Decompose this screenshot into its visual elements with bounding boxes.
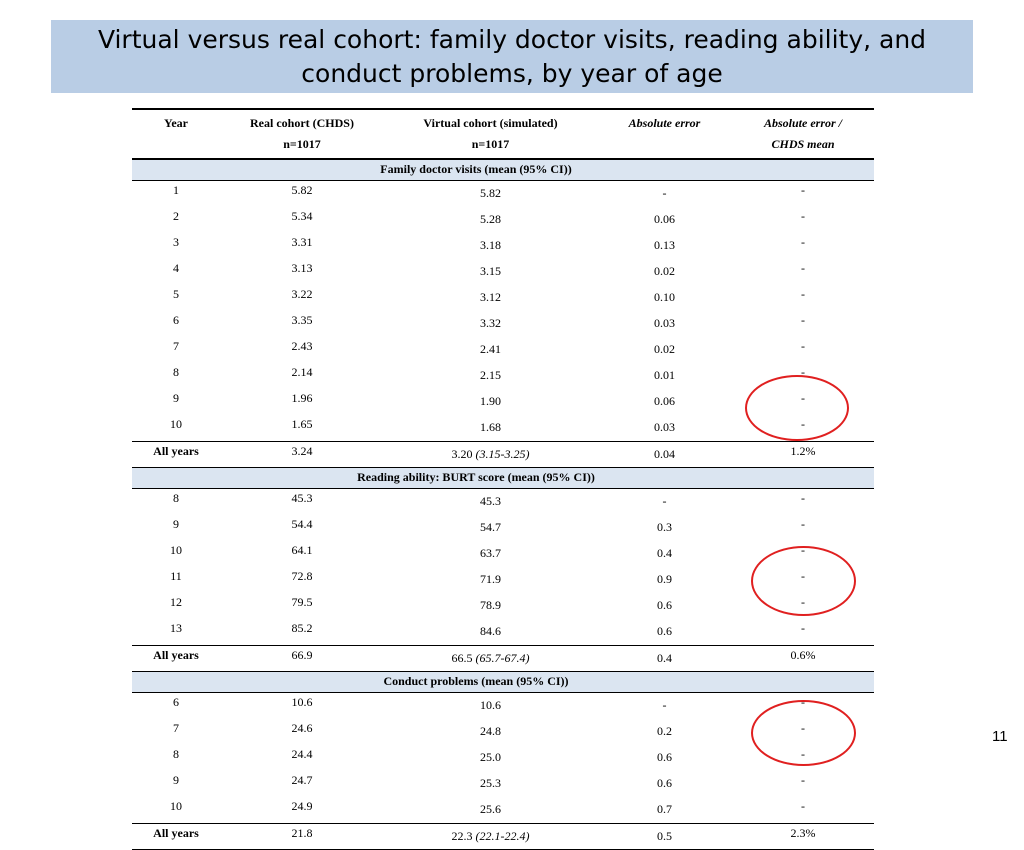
absolute-error-cell: 0.02 bbox=[654, 342, 675, 356]
real-cohort-cell: 3.22 bbox=[291, 287, 313, 301]
slide-number: 11 bbox=[992, 728, 1008, 745]
relative-error-cell: - bbox=[801, 209, 805, 223]
year-cell: 2 bbox=[173, 209, 179, 223]
table-row bbox=[132, 259, 874, 285]
year-cell: 10 bbox=[170, 417, 182, 431]
real-cohort-cell: 1.65 bbox=[291, 417, 313, 431]
relative-error-cell: - bbox=[801, 261, 805, 275]
header-virtual-cohort: Virtual cohort (simulated) n=1017 bbox=[384, 109, 597, 159]
table-row bbox=[132, 311, 874, 337]
year-cell: 7 bbox=[173, 339, 179, 353]
virtual-cohort-cell: 3.18 bbox=[480, 238, 501, 252]
real-cohort-cell: 54.4 bbox=[291, 517, 313, 531]
section-spacer bbox=[732, 159, 874, 181]
virtual-cohort-cell: 78.9 bbox=[480, 598, 501, 612]
virtual-cohort-cell: 45.3 bbox=[480, 494, 501, 508]
virtual-cohort-cell: 3.15 bbox=[480, 264, 501, 278]
real-cohort-cell: 45.3 bbox=[291, 491, 313, 505]
year-cell: 3 bbox=[173, 235, 179, 249]
section-title: Reading ability: BURT score (mean (95% CI)) bbox=[220, 468, 732, 489]
virtual-cohort-cell: 5.28 bbox=[480, 212, 501, 226]
real-cohort-cell: 3.31 bbox=[291, 235, 313, 249]
table-row bbox=[132, 515, 874, 541]
relative-error-cell: - bbox=[801, 417, 805, 431]
virtual-cohort-cell: 54.7 bbox=[480, 520, 501, 534]
relative-error-cell: - bbox=[801, 517, 805, 531]
absolute-error-cell: 0.6 bbox=[657, 624, 672, 638]
header-absolute-error: Absolute error bbox=[597, 109, 732, 159]
virtual-cohort-cell: 10.6 bbox=[480, 698, 501, 712]
section-spacer bbox=[132, 468, 220, 489]
year-cell: 8 bbox=[173, 365, 179, 379]
virtual-cohort-cell: 5.82 bbox=[480, 186, 501, 200]
table-row bbox=[132, 337, 874, 363]
absolute-error-cell: - bbox=[662, 186, 667, 200]
table-header-row bbox=[132, 109, 874, 159]
highlight-circle-reading bbox=[751, 546, 856, 616]
relative-error-cell: - bbox=[801, 491, 805, 505]
absolute-error-cell: 0.4 bbox=[597, 646, 732, 672]
absolute-error-cell: 0.01 bbox=[654, 368, 675, 382]
relative-error-cell: - bbox=[801, 183, 805, 197]
virtual-mean: 3.20 bbox=[451, 447, 473, 461]
real-cohort-cell: 3.13 bbox=[291, 261, 313, 275]
relative-error-cell: - bbox=[801, 391, 805, 405]
absolute-error-cell: - bbox=[662, 698, 667, 712]
confidence-interval: (3.15-3.25) bbox=[475, 447, 530, 461]
confidence-interval: (65.7-67.4) bbox=[475, 651, 530, 665]
virtual-cohort-cell bbox=[384, 646, 597, 672]
relative-error-cell: - bbox=[801, 595, 805, 609]
real-cohort-cell: 5.82 bbox=[291, 183, 313, 197]
absolute-error-cell: 0.10 bbox=[654, 290, 675, 304]
year-cell: 5 bbox=[173, 287, 179, 301]
virtual-cohort-cell: 25.6 bbox=[480, 802, 501, 816]
absolute-error-cell: 0.7 bbox=[657, 802, 672, 816]
absolute-error-cell: 0.4 bbox=[657, 546, 672, 560]
real-cohort-cell: 79.5 bbox=[291, 595, 313, 609]
absolute-error-cell: 0.5 bbox=[597, 824, 732, 850]
real-cohort-cell: 66.9 bbox=[220, 646, 384, 672]
section-spacer bbox=[732, 468, 874, 489]
year-cell: 6 bbox=[173, 695, 179, 709]
year-cell: 4 bbox=[173, 261, 179, 275]
section-spacer bbox=[132, 159, 220, 181]
absolute-error-cell: 0.6 bbox=[657, 750, 672, 764]
all-years-label: All years bbox=[132, 442, 220, 468]
relative-error-cell: - bbox=[801, 543, 805, 557]
virtual-cohort-cell: 3.32 bbox=[480, 316, 501, 330]
highlight-circle-family-doctor bbox=[745, 375, 849, 441]
relative-error-cell: - bbox=[801, 235, 805, 249]
table-row bbox=[132, 489, 874, 516]
year-cell: 12 bbox=[170, 595, 182, 609]
absolute-error-cell: 0.2 bbox=[657, 724, 672, 738]
year-cell: 9 bbox=[173, 391, 179, 405]
relative-error-cell: - bbox=[801, 287, 805, 301]
real-cohort-cell: 24.7 bbox=[291, 773, 313, 787]
all-years-label: All years bbox=[132, 824, 220, 850]
virtual-cohort-cell: 24.8 bbox=[480, 724, 501, 738]
real-cohort-cell: 24.6 bbox=[291, 721, 313, 735]
section-spacer bbox=[132, 672, 220, 693]
real-cohort-cell: 2.14 bbox=[291, 365, 313, 379]
relative-error-cell: 2.3% bbox=[732, 824, 874, 850]
section-header-row bbox=[132, 159, 874, 181]
highlight-circle-conduct bbox=[751, 700, 856, 766]
year-cell: 8 bbox=[173, 747, 179, 761]
relative-error-cell: - bbox=[801, 621, 805, 635]
virtual-cohort-cell: 1.90 bbox=[480, 394, 501, 408]
real-cohort-cell: 72.8 bbox=[291, 569, 313, 583]
virtual-cohort-cell: 1.68 bbox=[480, 420, 501, 434]
year-cell: 1 bbox=[173, 183, 179, 197]
table-row bbox=[132, 285, 874, 311]
real-cohort-cell: 24.4 bbox=[291, 747, 313, 761]
real-cohort-cell: 2.43 bbox=[291, 339, 313, 353]
real-cohort-cell: 64.1 bbox=[291, 543, 313, 557]
section-title: Conduct problems (mean (95% CI)) bbox=[220, 672, 732, 693]
relative-error-cell: - bbox=[801, 365, 805, 379]
real-cohort-cell: 85.2 bbox=[291, 621, 313, 635]
absolute-error-cell: 0.9 bbox=[657, 572, 672, 586]
absolute-error-cell: 0.3 bbox=[657, 520, 672, 534]
table-row bbox=[132, 797, 874, 824]
all-years-label: All years bbox=[132, 646, 220, 672]
virtual-cohort-cell: 2.15 bbox=[480, 368, 501, 382]
virtual-cohort-cell bbox=[384, 442, 597, 468]
virtual-cohort-cell: 63.7 bbox=[480, 546, 501, 560]
absolute-error-cell: 0.13 bbox=[654, 238, 675, 252]
virtual-cohort-cell: 25.0 bbox=[480, 750, 501, 764]
absolute-error-cell: 0.06 bbox=[654, 212, 675, 226]
header-year: Year bbox=[132, 109, 220, 159]
all-years-row bbox=[132, 824, 874, 850]
virtual-cohort-cell: 71.9 bbox=[480, 572, 501, 586]
table-row bbox=[132, 619, 874, 646]
table-row bbox=[132, 233, 874, 259]
absolute-error-cell: 0.6 bbox=[657, 598, 672, 612]
relative-error-cell: - bbox=[801, 339, 805, 353]
virtual-cohort-cell: 3.12 bbox=[480, 290, 501, 304]
virtual-cohort-cell: 25.3 bbox=[480, 776, 501, 790]
year-cell: 11 bbox=[170, 569, 182, 583]
year-cell: 8 bbox=[173, 491, 179, 505]
title-banner bbox=[51, 20, 973, 93]
all-years-row bbox=[132, 646, 874, 672]
absolute-error-cell: 0.02 bbox=[654, 264, 675, 278]
section-header-row bbox=[132, 672, 874, 693]
relative-error-cell: - bbox=[801, 695, 805, 709]
virtual-mean: 66.5 bbox=[451, 651, 473, 665]
relative-error-cell: 1.2% bbox=[732, 442, 874, 468]
header-absolute-error-relative: Absolute error / CHDS mean bbox=[732, 109, 874, 159]
relative-error-cell: - bbox=[801, 799, 805, 813]
year-cell: 9 bbox=[173, 773, 179, 787]
section-header-row bbox=[132, 468, 874, 489]
year-cell: 10 bbox=[170, 543, 182, 557]
section-title: Family doctor visits (mean (95% CI)) bbox=[220, 159, 732, 181]
section-spacer bbox=[732, 672, 874, 693]
relative-error-cell: - bbox=[801, 773, 805, 787]
absolute-error-cell: - bbox=[662, 494, 667, 508]
table-row bbox=[132, 771, 874, 797]
virtual-cohort-cell bbox=[384, 824, 597, 850]
table-row bbox=[132, 181, 874, 208]
absolute-error-cell: 0.03 bbox=[654, 316, 675, 330]
real-cohort-cell: 21.8 bbox=[220, 824, 384, 850]
year-cell: 10 bbox=[170, 799, 182, 813]
absolute-error-cell: 0.04 bbox=[597, 442, 732, 468]
header-real-cohort: Real cohort (CHDS) n=1017 bbox=[220, 109, 384, 159]
slide-title: Virtual versus real cohort: family doctor visits, reading ability, and conduct problems, by year of age bbox=[97, 24, 927, 88]
relative-error-cell: - bbox=[801, 313, 805, 327]
real-cohort-cell: 10.6 bbox=[291, 695, 313, 709]
real-cohort-cell: 1.96 bbox=[291, 391, 313, 405]
year-cell: 7 bbox=[173, 721, 179, 735]
relative-error-cell: - bbox=[801, 569, 805, 583]
real-cohort-cell: 24.9 bbox=[291, 799, 313, 813]
year-cell: 9 bbox=[173, 517, 179, 531]
relative-error-cell: - bbox=[801, 721, 805, 735]
relative-error-cell: 0.6% bbox=[732, 646, 874, 672]
year-cell: 13 bbox=[170, 621, 182, 635]
year-cell: 6 bbox=[173, 313, 179, 327]
relative-error-cell: - bbox=[801, 747, 805, 761]
virtual-mean: 22.3 bbox=[451, 829, 473, 843]
real-cohort-cell: 3.35 bbox=[291, 313, 313, 327]
virtual-cohort-cell: 84.6 bbox=[480, 624, 501, 638]
all-years-row bbox=[132, 442, 874, 468]
real-cohort-cell: 5.34 bbox=[291, 209, 313, 223]
virtual-cohort-cell: 2.41 bbox=[480, 342, 501, 356]
confidence-interval: (22.1-22.4) bbox=[475, 829, 530, 843]
table-row bbox=[132, 207, 874, 233]
absolute-error-cell: 0.06 bbox=[654, 394, 675, 408]
absolute-error-cell: 0.6 bbox=[657, 776, 672, 790]
absolute-error-cell: 0.03 bbox=[654, 420, 675, 434]
real-cohort-cell: 3.24 bbox=[220, 442, 384, 468]
